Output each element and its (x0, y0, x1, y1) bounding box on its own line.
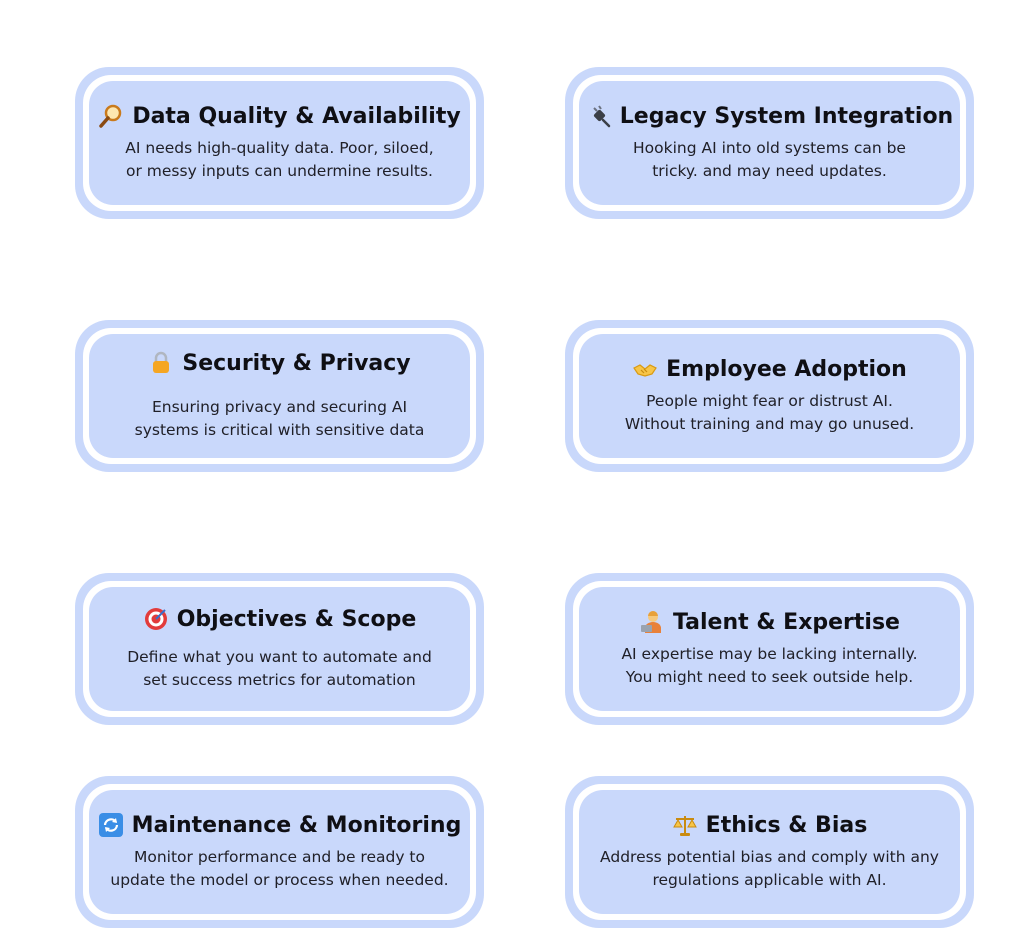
card-description-line: or messy inputs can undermine results. (126, 162, 433, 180)
card-border (83, 581, 476, 717)
card-description-line: Address potential bias and comply with any (600, 848, 939, 866)
card-panel (579, 334, 960, 458)
card-description (625, 390, 914, 436)
card-panel (579, 790, 960, 914)
handshake-icon (632, 356, 658, 382)
card-title-row (632, 356, 907, 382)
card-description-line: People might fear or distrust AI. (646, 392, 893, 410)
card-description-line: tricky. and may need updates. (652, 162, 887, 180)
card-description-line: You might need to seek outside help. (625, 668, 914, 686)
card-description-line: Define what you want to automate and (127, 648, 432, 666)
card-title: Security & Privacy (182, 350, 411, 376)
lock-icon (148, 350, 174, 376)
card-description-line: set success metrics for automation (143, 671, 416, 689)
card-border (83, 75, 476, 211)
card-panel (89, 587, 470, 711)
electric-plug-icon (586, 103, 612, 129)
card-title-row (98, 103, 460, 129)
card-description-line: regulations applicable with AI. (652, 871, 887, 889)
card-border (573, 75, 966, 211)
card-title: Ethics & Bias (705, 812, 868, 838)
card-description-line: Without training and may go unused. (624, 415, 915, 433)
card-panel (579, 587, 960, 711)
card-description (600, 846, 939, 892)
card-border (83, 328, 476, 464)
technologist-icon (639, 609, 665, 635)
card-border (573, 784, 966, 920)
magnifying-glass-icon (98, 103, 124, 129)
card-title: Data Quality & Availability (132, 103, 461, 129)
card-border (573, 581, 966, 717)
card-description (621, 643, 917, 689)
card-ethics-bias (565, 776, 974, 928)
card-legacy-system-integration (565, 67, 974, 219)
card-title: Legacy System Integration (619, 103, 954, 129)
card-title: Talent & Expertise (673, 609, 900, 635)
card-security-privacy (75, 320, 484, 472)
target-icon (143, 606, 169, 632)
card-title-row (639, 609, 900, 635)
card-title: Maintenance & Monitoring (131, 812, 462, 838)
card-description (135, 396, 425, 442)
card-description-line: AI needs high-quality data. Poor, siloed, (125, 139, 434, 157)
card-title-row (148, 350, 410, 376)
card-objectives-scope (75, 573, 484, 725)
card-talent-expertise (565, 573, 974, 725)
card-description (633, 137, 906, 183)
card-data-quality (75, 67, 484, 219)
card-description-line: systems is critical with sensitive data (134, 421, 425, 439)
card-description (127, 646, 432, 692)
card-border (573, 328, 966, 464)
card-description (110, 846, 448, 892)
card-title: Objectives & Scope (176, 606, 417, 632)
card-border (83, 784, 476, 920)
card-title-row (586, 103, 953, 129)
card-panel (89, 790, 470, 914)
card-panel (579, 81, 960, 205)
card-description-line: AI expertise may be lacking internally. (621, 645, 918, 663)
card-description-line: Monitor performance and be ready to (133, 848, 425, 866)
card-title: Employee Adoption (666, 356, 907, 382)
card-panel (89, 81, 470, 205)
card-employee-adoption (565, 320, 974, 472)
card-title-row (143, 606, 417, 632)
refresh-arrows-icon (98, 812, 124, 838)
card-description-line: Hooking AI into old systems can be (633, 139, 906, 157)
card-panel (89, 334, 470, 458)
card-description (125, 137, 433, 183)
card-description-line: update the model or process when needed. (110, 871, 449, 889)
card-description-line: Ensuring privacy and securing AI (151, 398, 408, 416)
balance-scale-icon (672, 812, 698, 838)
card-maintenance-monitoring (75, 776, 484, 928)
card-title-row (98, 812, 462, 838)
card-title-row (672, 812, 868, 838)
